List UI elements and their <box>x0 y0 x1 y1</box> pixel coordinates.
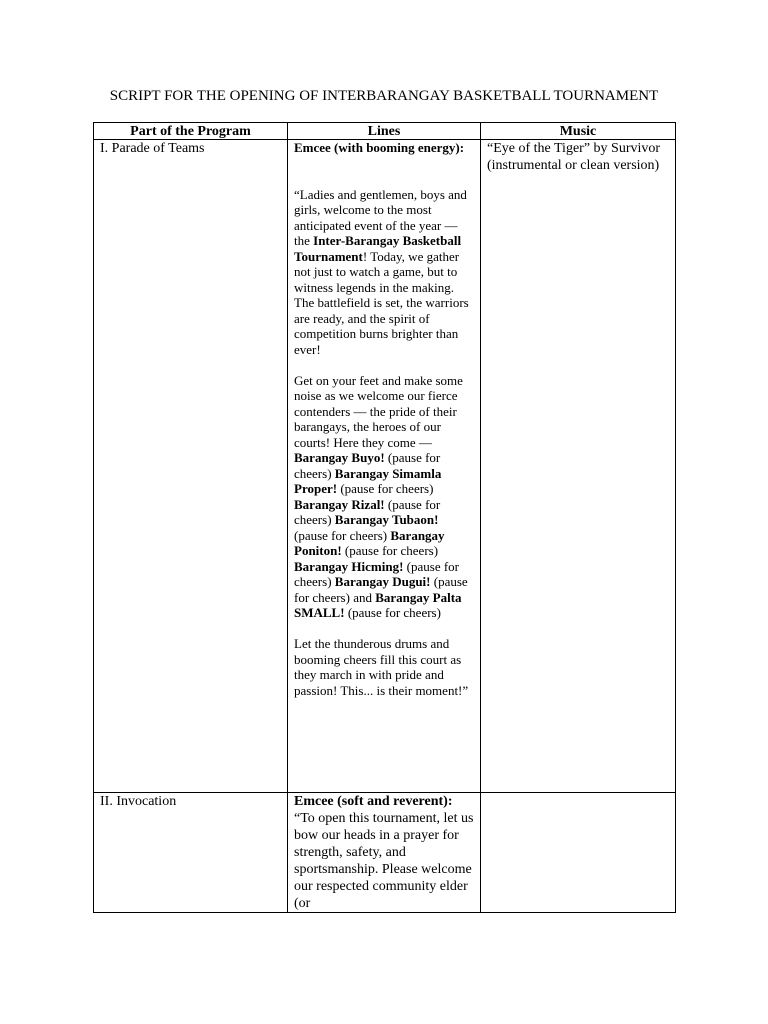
team-name: Barangay Buyo! <box>294 450 385 465</box>
column-header-lines: Lines <box>288 123 481 140</box>
team-name: Barangay Poniton! <box>294 527 445 558</box>
team-introduction-paragraph: Get on your feet and make some noise as we welcome our fierce contenders — the pride of their barangays, the heroes of our courts! Here they come — Barangay Buyo! (pause for cheers) Barangay Simamla Proper! (pause for cheers) Barangay Rizal! (pause for cheers) Barangay Tubaon! (pause for cheers) Barangay Poniton! (pause for cheers) Barangay Hicming! (pause for cheers) Barangay Dugui! (pause for cheers) and Barangay Palta SMALL! (pause for cheers) <box>294 372 468 620</box>
table-row <box>94 140 676 793</box>
column-header-music: Music <box>481 123 676 140</box>
table-header-row <box>94 123 676 140</box>
lines-cell <box>288 793 481 913</box>
lines-cell <box>288 140 481 793</box>
team-name: Barangay Rizal! <box>294 496 385 512</box>
table-row <box>94 793 676 913</box>
welcome-paragraph: “Ladies and gentlemen, boys and girls, welcome to the most anticipated event of the year — the Inter-Barangay Basketball Tournament! Today, we gather not just to watch a game, but to witness legends in the making. The battlefield is set, the warriors are ready, and the spirit of competition burns brighter than ever! <box>294 186 469 357</box>
team-name: Barangay Hicming! <box>294 558 404 574</box>
music-cell <box>481 793 676 913</box>
column-header-part: Part of the Program <box>94 123 288 140</box>
part-cell: I. Parade of Teams <box>94 140 288 793</box>
document-title: SCRIPT FOR THE OPENING OF INTERBARANGAY BASKETBALL TOURNAMENT <box>109 88 659 104</box>
program-table <box>93 122 676 913</box>
speaker-cue: Emcee (with booming energy): <box>294 140 465 155</box>
team-name: Barangay Simamla Proper! <box>294 465 442 496</box>
team-name: Barangay Tubaon! <box>334 512 439 527</box>
music-cell: “Eye of the Tiger” by Survivor (instrumental or clean version) <box>481 140 676 793</box>
team-name: Barangay Palta SMALL! <box>294 589 462 620</box>
speaker-cue: Emcee (soft and reverent): <box>294 794 453 809</box>
invocation-text: “To open this tournament, let us bow our heads in a prayer for strength, safety, and sportsmanship. Please welcome our respected community elder (or <box>294 811 474 911</box>
march-paragraph: Let the thunderous drums and booming cheers fill this court as they march in with pride and passion! This... is their moment!” <box>294 636 469 698</box>
team-name: Barangay Dugui! <box>334 574 431 589</box>
part-cell: II. Invocation <box>94 793 288 913</box>
